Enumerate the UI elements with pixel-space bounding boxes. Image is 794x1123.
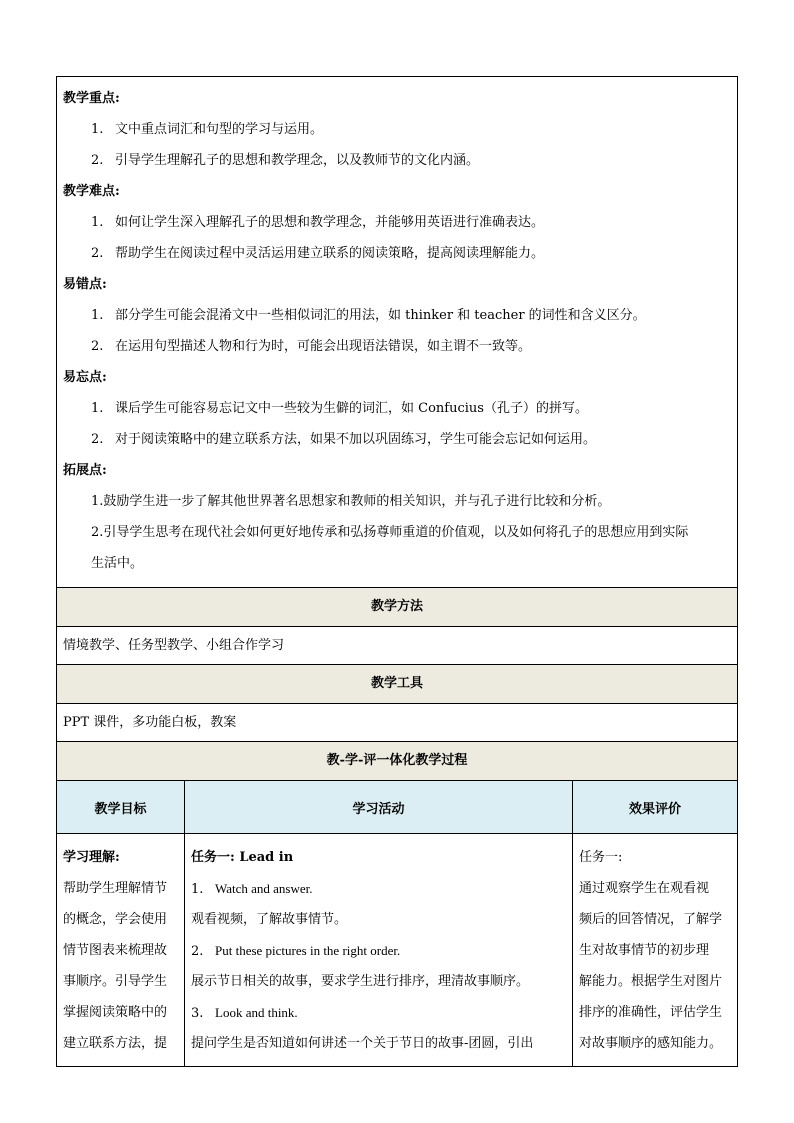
tools-content: PPT 课件，多功能白板，教案 (57, 704, 738, 742)
process-title: 教-学-评一体化教学过程 (57, 742, 738, 781)
evaluation-line: 通过观察学生在观看视 (579, 881, 710, 896)
error-points-item: 2. 在运用句型描述人物和行为时，可能会出现语法错误，如主谓不一致等。 (91, 339, 532, 354)
methods-content: 情境教学、任务型教学、小组合作学习 (57, 627, 738, 665)
activity-line: 1. Watch and answer. (191, 881, 313, 897)
evaluation-line: 生对故事情节的初步理 (579, 943, 710, 958)
goal-cell (57, 834, 185, 1067)
process-header-row (57, 781, 738, 834)
difficult-points-item: 2. 帮助学生在阅读过程中灵活运用建立联系的阅读策略，提高阅读理解能力。 (91, 246, 545, 261)
goal-line: 掌握阅读策略中的 (63, 1005, 168, 1020)
goal-heading: 学习理解: (63, 850, 120, 865)
points-row (57, 77, 738, 588)
activity-line: 提问学生是否知道如何讲述一个关于节日的故事-团圆，引出 (191, 1036, 534, 1051)
tools-title: 教学工具 (57, 665, 738, 704)
activity-line: 3. Look and think. (191, 1005, 298, 1021)
extension-points-item: 1.鼓励学生进一步了解其他世界著名思想家和教师的相关知识，并与孔子进行比较和分析。 (91, 494, 611, 509)
activity-cell (185, 834, 573, 1067)
difficult-points-heading: 教学难点: (63, 184, 120, 199)
forget-points-heading: 易忘点: (63, 370, 107, 385)
lesson-plan-table (56, 76, 738, 1067)
evaluation-line: 任务一: (579, 850, 623, 865)
column-header-activity: 学习活动 (185, 781, 573, 834)
goal-line: 事顺序。引导学生 (63, 974, 168, 989)
activity-line: 观看视频，了解故事情节。 (191, 912, 348, 927)
error-points-heading: 易错点: (63, 277, 107, 292)
methods-title: 教学方法 (57, 588, 738, 627)
goal-line: 建立联系方法，提 (63, 1036, 168, 1051)
column-header-evaluation: 效果评价 (573, 781, 738, 834)
evaluation-line: 排序的准确性，评估学生 (579, 1005, 723, 1020)
key-points-item: 2. 引导学生理解孔子的思想和教学理念，以及教师节的文化内涵。 (91, 153, 480, 168)
forget-points-item: 2. 对于阅读策略中的建立联系方法，如果不加以巩固练习，学生可能会忘记如何运用。 (91, 432, 597, 447)
key-points-heading: 教学重点: (63, 91, 120, 106)
extension-points-item-continuation: 生活中。 (91, 556, 144, 571)
difficult-points-item: 1. 如何让学生深入理解孔子的思想和教学理念，并能够用英语进行准确表达。 (91, 215, 545, 230)
activity-line: 2. Put these pictures in the right order. (191, 943, 401, 959)
evaluation-line: 对故事顺序的感知能力。 (579, 1036, 723, 1051)
key-points-item: 1. 文中重点词汇和句型的学习与运用。 (91, 122, 324, 137)
extension-points-item: 2.引导学生思考在现代社会如何更好地传承和弘扬尊师重道的价值观，以及如何将孔子的思想应用到实际 (91, 525, 689, 540)
process-row (57, 834, 738, 1067)
goal-line: 帮助学生理解情节 (63, 881, 168, 896)
evaluation-line: 解能力。根据学生对图片 (579, 974, 723, 989)
extension-points-heading: 拓展点: (63, 463, 107, 478)
error-points-item: 1. 部分学生可能会混淆文中一些相似词汇的用法，如 thinker 和 teacher 的词性和含义区分。 (91, 308, 646, 323)
task-title: 任务一: Lead in (191, 850, 294, 865)
points-cell (57, 77, 738, 588)
evaluation-line: 频后的回答情况，了解学 (579, 912, 723, 927)
goal-line: 的概念，学会使用 (63, 912, 168, 927)
forget-points-item: 1. 课后学生可能容易忘记文中一些较为生僻的词汇，如 Confucius（孔子）的拼写。 (91, 401, 588, 416)
lesson-plan-page (56, 76, 737, 1067)
column-header-goal: 教学目标 (57, 781, 185, 834)
evaluation-cell (573, 834, 738, 1067)
goal-line: 情节图表来梳理故 (63, 943, 168, 958)
activity-line: 展示节日相关的故事，要求学生进行排序，理清故事顺序。 (191, 974, 530, 989)
